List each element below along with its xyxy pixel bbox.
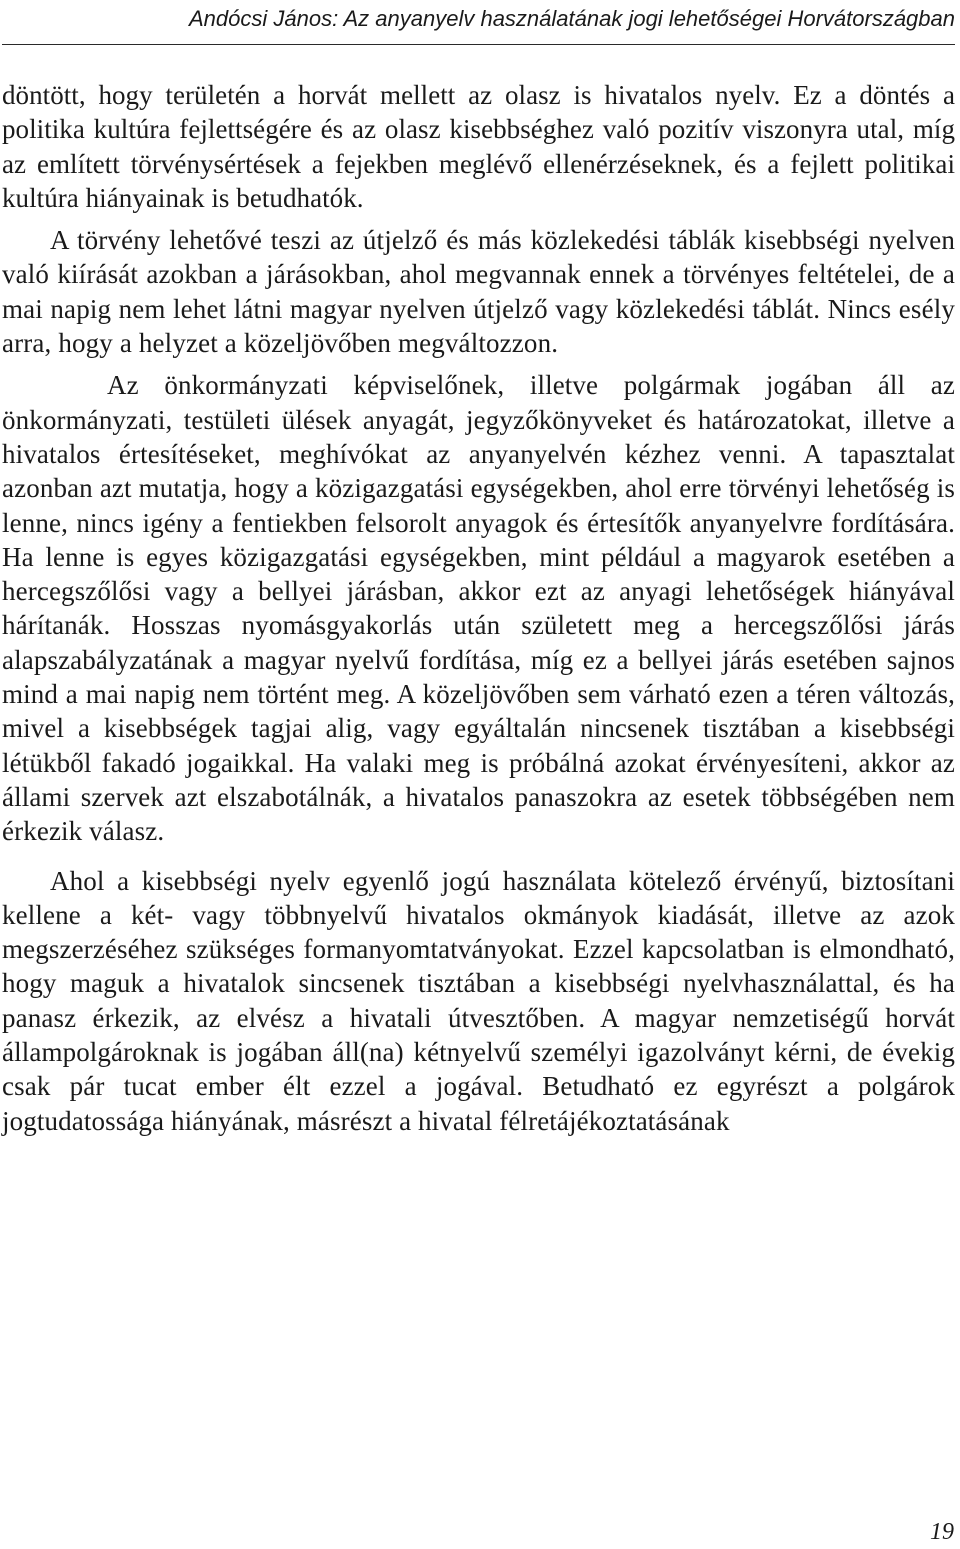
paragraph-road-signs: A törvény lehetővé teszi az útjelző és más közlekedési táblák kisebbségi nyelven való kiírását azokban a járásokban, ahol megvannak ennek a törvényes feltételei, de a mai napig nem lehet látni magyar nyelven útjelző vagy közlekedési táblát. Nincs esély arra, hogy a helyzet a közeljövőben megváltozzon. bbox=[2, 225, 955, 359]
page-body bbox=[2, 78, 955, 1138]
header-divider bbox=[2, 44, 955, 45]
page-number: 19 bbox=[930, 1519, 954, 1545]
paragraph-official-documents: Ahol a kisebbségi nyelv egyenlő jogú használata kötelező érvényű, biztosítani kellene a két- vagy többnyelvű hivatalos okmányok kiadását, illetve az azok megszerzéséhez szükséges formanyomtatványokat. Ezzel kapcsolatban is elmondható, hogy maguk a hivatalok sincsenek tisztában a kisebbségi nyelvhasználattal, és ha panasz érkezik, az elvész a hivatali útvesztőben. A magyar nemzetiségű horvát állampolgároknak is jogában áll(na) kétnyelvű személyi igazolványt kérni, de évekig csak pár tucat ember élt ezzel a jogával. Betudható ez egyrészt a polgárok jogtudatossága hiányának, másrészt a hivatal félretájékoztatásának bbox=[2, 865, 955, 1136]
running-header: Andócsi János: Az anyanyelv használatának jogi lehetőségei Horvátországban bbox=[189, 6, 955, 31]
paragraph-continuation: döntött, hogy területén a horvát mellett az olasz is hivatalos nyelv. Ez a döntés a politika kultúra fejlettségére és az olasz kisebbséghez való pozitív viszonyra utal, míg az említett törvénysértések a fejekben meglévő ellenérzéseknek, és a fejlett politikai kultúra hiányainak is betudhatók. bbox=[2, 80, 955, 213]
paragraph-municipal-documents: Az önkormányzati képviselőnek, illetve polgármak jogában áll az önkormányzati, testületi ülések anyagát, jegyzőkönyveket és határozatokat, illetve a hivatalos értesítéseket, meghívókat az anyanyelvén kézhez venni. A tapasztalat azonban azt mutatja, hogy a közigazgatási egységekben, ahol erre törvényi lehetőség is lenne, nincs igény a fentiekben felsorolt anyagok és értesítők anyanyelvre fordítására. Ha lenne is egyes közigazgatási egységekben, mint például a magyarok esetében a hercegszőlősi vagy a bellyei járásban, akkor ezt az anyagi lehetőségek hiányával hárítanák. Hosszas nyomásgyakorlás után született meg a hercegszőlősi járás alapszabályzatának a magyar nyelvű fordítása, míg ez a bellyei járás esetében sajnos mind a mai napig nem történt meg. A közeljövőben sem várható ezen a téren változás, mivel a kisebbségek tagjai alig, vagy egyáltalán nincsenek tisztában a kisebbségi létükből fakadó jogaikkal. Ha valaki meg is próbálná azokat érvényesíteni, akkor az állami szervek azt elszabotálnák, a hivatalos panaszokra az esetek többségében nem érkezik válasz. bbox=[2, 370, 955, 847]
